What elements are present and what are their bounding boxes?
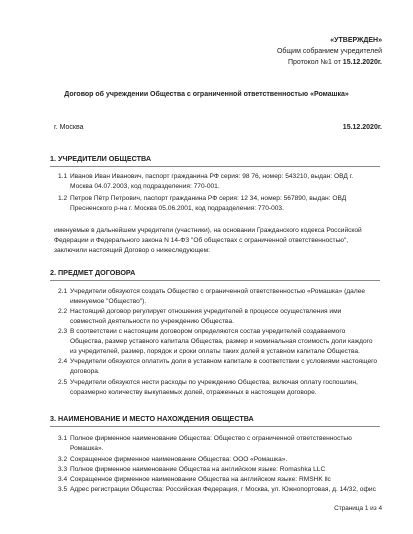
intro-paragraph: именуемые в дальнейшем учредители (участники), на основании Гражданского кодекса Российской Федерации и Федерального закона N 14-ФЗ "Об обществах с ограниченной ответственностью", заключили настоящий Договор о нижеследующем: [54, 227, 362, 254]
section1-divider [50, 166, 380, 167]
approval-protocol: Протокол №1 от [287, 59, 343, 66]
document-page: «УТВЕРЖДЕН» Общим собранием учредителей Протокол №1 от 15.12.2020г. Договор об учреждении Общества с ограниченной ответственностью «Ромашка» г. Москва 15.12.2020г. 1. УЧРЕДИТЕЛИ ОБЩЕСТВА 1.1 Иванов Иван Иванович, паспорт гражданина РФ серия: 98 76, номер: 543210, выдан: ОВД г. Москва 04.07.2003, код подразделения: 770-001. 1.2 Петров Пётр Петрович, паспорт гражданина РФ серия: 12 34, номер: 567890, выдан: ОВД Пресненского р-на г. Москва 05.06.2001, код подразделения: 770-003. именуемые в дальнейшем учредители (участники), на основании Гражданского кодекса Российской Федерации и Федерального закона N 14-ФЗ "Об обществах с ограниченной ответственностью", заключили настоящий Договор о нижеследующем: 2. ПРЕДМЕТ ДОГОВОРА 2.1 Учредители обязуются создать Общество с ограниченной ответственностью «Ромашка» (далее именуемое "Общество"). 2.2 Настоящий договор регулирует отношения учредителей в процессе осуществления ими совместной деятельности по учреждению Общества. 2.3 В соответствии с настоящим договором определяются состав учредителей создаваемого Общества, размер уставного капитала Общества, размер и номинальная стоимость доли каждого из учредителей, размер, порядок и сроки оплаты таких долей в уставном капитале Общества. 2.4 Учредители обязуются оплатить доли в уставном капитале в соответствии с условиями настоящего договора. 2.5 Учредители обязуются нести расходы по учреждению Общества, включая оплату госпошлин, соразмерно количеству выкупаемых долей, отраженных в настоящем договоре. 3. НАИМЕНОВАНИЕ И МЕСТО НАХОЖДЕНИЯ ОБЩЕСТВА 3.1 Полное фирменное наименование Общества: Общество с ограниченной ответственностью Ромашка». 3.2 Сокращенное фирменное наименование Общества: ООО «Ромашка». 3.3 Полное фирменное наименование Общества на английском языке: Romashka LLC 3.4 Сокращенное фирменное наименование Общества на английском языке: RMSHK llc 3.5 Адрес регистрации Общества: Российская Федерация, г Москва, ул. Южнопортовая, д. 14/32, офис Страница 1 из 4 [0, 0, 413, 534]
approval-title: «УТВЕРЖДЕН» [330, 37, 382, 44]
section2-heading: 2. ПРЕДМЕТ ДОГОВОРА [50, 268, 136, 277]
page-number: Страница 1 из 4 [334, 505, 382, 512]
contract-title: Договор об учреждении Общества с ограниченной ответственностью «Ромашка» [64, 91, 349, 98]
section3-heading: 3. НАИМЕНОВАНИЕ И МЕСТО НАХОЖДЕНИЯ ОБЩЕСТВА [50, 414, 254, 423]
approval-date: 15.12.2020г. [342, 59, 382, 66]
section2-divider [50, 280, 380, 281]
contract-date: 15.12.2020г. [342, 124, 382, 131]
approval-line1: Общим собранием учредителей [276, 48, 382, 55]
section1-heading: 1. УЧРЕДИТЕЛИ ОБЩЕСТВА [50, 154, 152, 163]
section3-divider [50, 426, 380, 427]
approval-line2 [288, 58, 382, 68]
city: г. Москва [54, 124, 84, 131]
